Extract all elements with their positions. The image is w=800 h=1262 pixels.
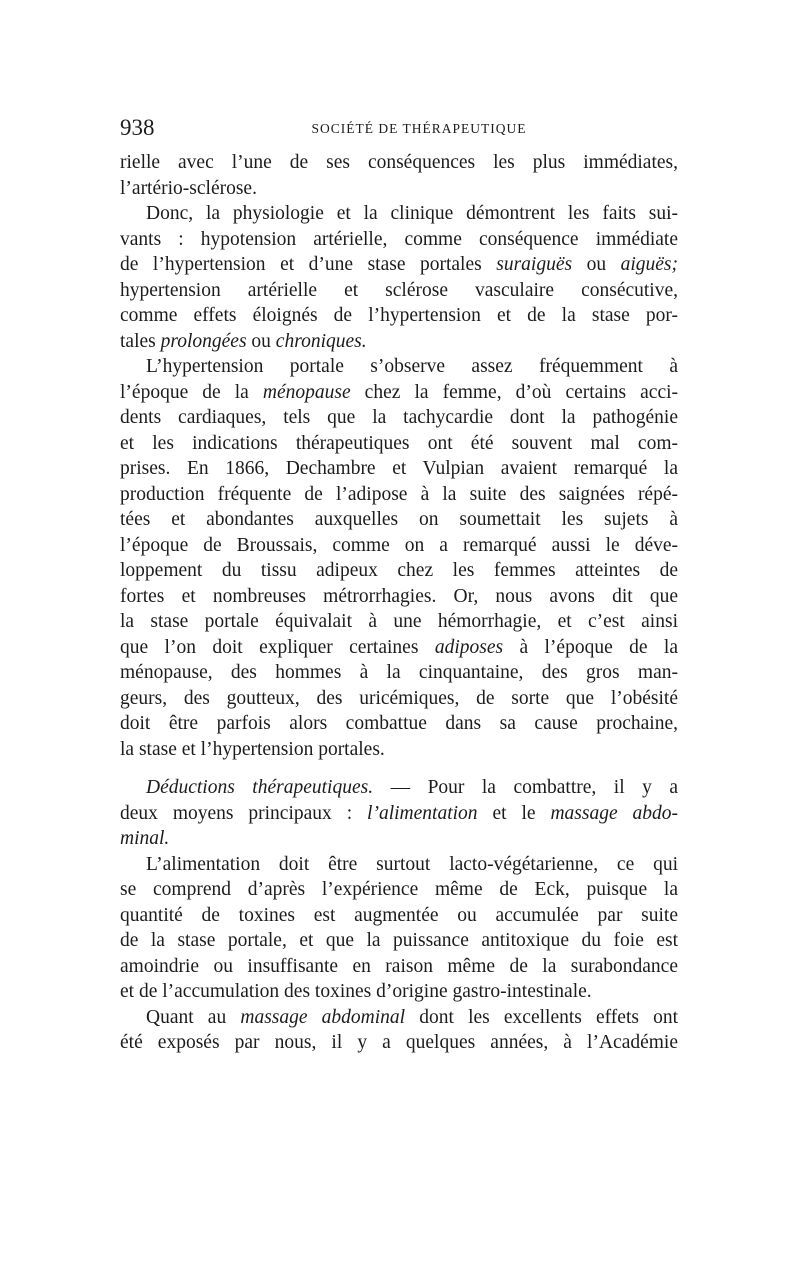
paragraph <box>120 1005 678 1056</box>
text-run: à l’époque de la <box>519 636 679 658</box>
text-line: L’hypertension portale s’observe assez fréquemment à <box>146 356 678 377</box>
text-line: se comprend d’après l’expérience même de Eck, puisque la <box>120 879 678 900</box>
page-number: 938 <box>120 115 155 140</box>
paragraph <box>120 775 678 852</box>
italic-term: ménopause <box>262 381 351 403</box>
text-line: l’artério-sclérose. <box>120 177 257 199</box>
text-line: et de l’accumulation des toxines d’origine gastro-intestinale. <box>120 981 592 1002</box>
paragraph-gap <box>120 762 678 775</box>
text-line: production fréquente de l’adipose à la suite des saignées répé- <box>120 483 678 505</box>
page-body <box>120 150 678 1056</box>
text-line <box>120 801 678 827</box>
text-run: deux moyens principaux : <box>120 802 353 824</box>
text-line: de la stase portale, et que la puissance antitoxique du foie est <box>120 930 678 951</box>
text-run: dont les excellents effets ont <box>419 1006 679 1028</box>
text-line: prises. En 1866, Dechambre et Vulpian avaient remarqué la <box>120 458 678 479</box>
text-line: ménopause, des hommes à la cinquantaine, des gros man- <box>120 662 678 683</box>
paragraph <box>120 150 678 201</box>
text-line: l’époque de Broussais, comme on a remarqué aussi le déve- <box>120 534 678 556</box>
italic-term: minal. <box>120 828 170 849</box>
italic-term: adiposes <box>434 636 504 658</box>
text-line <box>120 635 678 661</box>
italic-term: suraiguës <box>496 254 573 275</box>
italic-term: chroniques. <box>275 330 367 352</box>
text-line <box>120 1005 678 1031</box>
page-header <box>120 116 678 140</box>
italic-term: massage abdominal <box>240 1006 406 1028</box>
italic-term: aiguës; <box>620 254 679 275</box>
text-run: que l’on doit expliquer certaines <box>120 636 419 658</box>
text-line: vants : hypotension artérielle, comme conséquence immédiate <box>120 228 678 250</box>
text-line: été exposés par nous, il y a quelques années, à l’Académie <box>120 1032 678 1053</box>
text-line: Donc, la physiologie et la clinique démontrent les faits sui- <box>146 203 678 224</box>
text-line <box>120 775 678 801</box>
text-run: chez la femme, d’où certains acci- <box>364 381 679 403</box>
text-run: l’époque de la <box>120 381 249 403</box>
paragraph <box>120 201 678 354</box>
text-line <box>120 252 678 278</box>
text-line: la stase portale équivalait à une hémorrhagie, et c’est ainsi <box>120 611 678 632</box>
text-line: la stase et l’hypertension portales. <box>120 738 385 760</box>
text-line: geurs, des goutteux, des uricémiques, de sorte que l’obésité <box>120 687 678 709</box>
paragraph <box>120 852 678 1005</box>
text-run: ou <box>251 330 271 352</box>
italic-term: l’alimentation <box>367 802 478 824</box>
text-line: dents cardiaques, tels que la tachycardie dont la pathogénie <box>120 407 678 428</box>
text-line: rielle avec l’une de ses conséquences les plus immédiates, <box>120 152 678 173</box>
text-line: comme effets éloignés de l’hypertension et de la stase por- <box>120 305 678 326</box>
italic-term: prolongées <box>160 330 247 352</box>
text-run: tales <box>120 330 156 352</box>
text-line <box>120 380 678 406</box>
text-run: et le <box>492 802 536 824</box>
text-line: amoindrie ou insuffisante en raison même de la surabondance <box>120 955 678 977</box>
text-line: L’alimentation doit être surtout lacto-végétarienne, ce qui <box>146 853 678 875</box>
text-line: loppement du tissu adipeux chez les femmes atteintes de <box>120 560 678 581</box>
text-run: Quant au <box>146 1006 227 1028</box>
text-run: ou <box>586 254 607 275</box>
text-line <box>120 329 678 355</box>
text-line: tées et abondantes auxquelles on soumettait les sujets à <box>120 509 678 530</box>
text-run: de l’hypertension et d’une stase portales <box>120 254 482 275</box>
text-run: — Pour la combattre, il y a <box>390 777 678 798</box>
italic-term: massage abdo- <box>550 802 679 824</box>
text-line <box>120 826 678 852</box>
text-line: hypertension artérielle et sclérose vasculaire consécutive, <box>120 279 678 301</box>
text-line: doit être parfois alors combattue dans sa cause prochaine, <box>120 713 678 734</box>
paragraph <box>120 354 678 762</box>
section-heading: Déductions thérapeutiques. <box>146 777 374 798</box>
text-line: et les indications thérapeutiques ont été souvent mal com- <box>120 432 678 454</box>
text-line: quantité de toxines est augmentée ou accumulée par suite <box>120 904 678 926</box>
running-title: SOCIÉTÉ DE THÉRAPEUTIQUE <box>311 121 527 136</box>
text-line: fortes et nombreuses métrorrhagies. Or, nous avons dit que <box>120 585 678 607</box>
